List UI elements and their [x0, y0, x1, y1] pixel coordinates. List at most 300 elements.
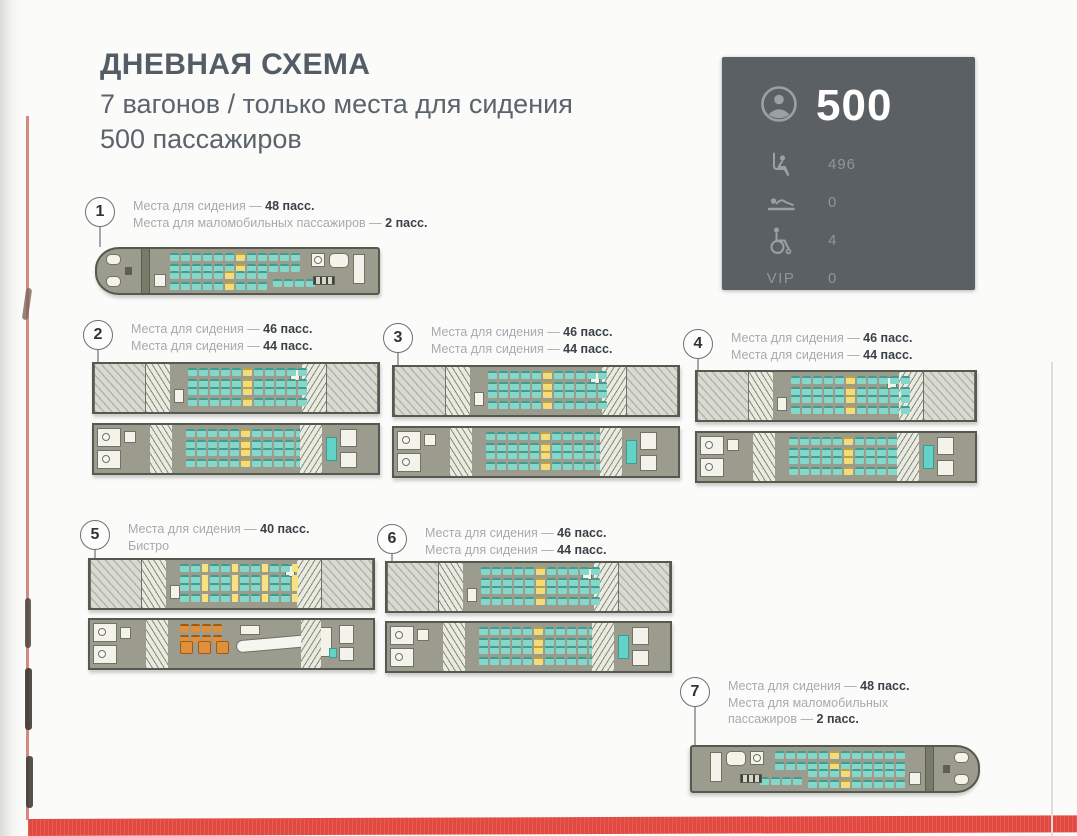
seat — [191, 583, 200, 591]
seat — [554, 382, 563, 390]
seat — [197, 459, 206, 467]
capacity-line-label: Места для сидения — — [431, 325, 564, 339]
car-floorplan-upper — [695, 370, 977, 422]
seat — [879, 387, 888, 395]
wagon-number-badge — [80, 520, 110, 550]
seat — [210, 564, 219, 572]
car-floorplan-upper-tables — [88, 558, 375, 610]
wagon-number: 6 — [387, 530, 397, 547]
luggage-rack — [474, 392, 484, 406]
wagon-5-section — [80, 520, 390, 690]
seat — [868, 406, 877, 414]
title-block — [100, 48, 573, 157]
staircase — [300, 425, 322, 473]
seat — [230, 448, 239, 456]
seat-row — [808, 769, 905, 777]
leader-line — [391, 553, 393, 561]
seat — [219, 429, 228, 437]
seat — [510, 371, 519, 379]
bar-shelf — [240, 625, 260, 635]
seat — [252, 429, 261, 437]
seat — [479, 638, 488, 646]
seat — [567, 657, 576, 665]
seat — [497, 443, 506, 451]
seat — [291, 264, 300, 272]
scan-paper-edge — [0, 0, 22, 836]
seat — [574, 462, 583, 470]
table-seat — [844, 467, 853, 475]
seat — [191, 594, 200, 602]
seat — [508, 432, 517, 440]
seat — [885, 780, 894, 788]
seat — [251, 594, 260, 602]
seat — [833, 437, 842, 445]
capacity-line-value: 44 пасс. — [263, 338, 313, 353]
car-end-section — [387, 563, 439, 611]
seat — [232, 368, 241, 376]
table-seat — [243, 398, 252, 406]
wheelchair-count-value: 4 — [828, 231, 838, 249]
seat — [197, 440, 206, 448]
seat — [598, 401, 607, 409]
seat — [530, 451, 539, 459]
table-seat — [844, 456, 853, 464]
vip-count-value: 0 — [828, 269, 838, 287]
table-seat — [541, 443, 550, 451]
seat-band — [481, 586, 600, 608]
wagon-2-section — [83, 320, 393, 490]
seat — [188, 379, 197, 387]
table-seat — [844, 437, 853, 445]
seat — [199, 368, 208, 376]
capacity-line-label: Места для сидения — — [431, 341, 564, 356]
toilet — [753, 754, 761, 762]
cabinet — [727, 439, 739, 451]
seat — [890, 395, 899, 403]
seat — [830, 769, 839, 777]
seat — [221, 583, 230, 591]
seat — [254, 398, 263, 406]
seat — [481, 586, 490, 594]
seat — [199, 387, 208, 395]
wagon-capacity-labels — [728, 678, 1028, 728]
seat — [298, 387, 307, 395]
seat — [523, 646, 532, 654]
seat-row — [486, 432, 605, 440]
seat — [247, 282, 256, 290]
seat — [525, 567, 534, 575]
seat — [896, 769, 905, 777]
seat-row — [188, 398, 307, 406]
seat — [888, 437, 897, 445]
seat-band — [170, 271, 267, 293]
wagon-number: 3 — [393, 329, 403, 346]
seat — [791, 376, 800, 384]
wheelchair-space — [618, 635, 629, 659]
seat — [263, 448, 272, 456]
seat — [771, 777, 780, 785]
capacity-line-label: Места для маломобильных — [728, 695, 889, 710]
compartment — [632, 650, 649, 666]
seat — [547, 567, 556, 575]
car-end-section — [697, 372, 749, 420]
seat — [789, 467, 798, 475]
seat — [547, 586, 556, 594]
seat — [252, 448, 261, 456]
seat — [499, 371, 508, 379]
leader-line — [397, 352, 399, 365]
seat — [888, 456, 897, 464]
seat — [591, 597, 600, 605]
compartment — [632, 627, 649, 645]
seat — [532, 390, 541, 398]
seat — [188, 398, 197, 406]
seat — [270, 564, 279, 572]
seat — [214, 282, 223, 290]
seat — [298, 398, 307, 406]
capacity-line-value: 46 пасс. — [263, 322, 313, 336]
bistro-seat — [191, 624, 200, 632]
cabinet — [154, 274, 166, 287]
seat — [822, 467, 831, 475]
seat — [874, 780, 883, 788]
cabinet — [424, 434, 436, 446]
seat — [591, 586, 600, 594]
seat — [576, 382, 585, 390]
page-title: ДНЕВНАЯ СХЕМА — [100, 48, 371, 81]
seat — [822, 437, 831, 445]
table-seat — [846, 395, 855, 403]
seat — [563, 462, 572, 470]
table-seat — [243, 368, 252, 376]
seat — [514, 567, 523, 575]
seat — [210, 379, 219, 387]
seat — [877, 448, 886, 456]
seat — [170, 253, 179, 261]
seat — [813, 376, 822, 384]
capacity-line — [425, 542, 725, 559]
wagon-6-section — [377, 524, 687, 694]
seat — [240, 575, 249, 583]
table-seat — [846, 406, 855, 414]
seat — [563, 451, 572, 459]
bistro-table — [180, 641, 193, 654]
seat-row — [760, 777, 802, 785]
seat — [890, 376, 899, 384]
table-marker — [292, 583, 298, 591]
wagon-number-badge — [83, 320, 113, 350]
seat — [501, 646, 510, 654]
seat — [236, 282, 245, 290]
car-floorplan-head-left — [95, 247, 380, 295]
staircase — [150, 425, 172, 473]
seat — [519, 443, 528, 451]
seat — [490, 638, 499, 646]
table-seat — [534, 657, 543, 665]
seat — [508, 443, 517, 451]
seat — [775, 762, 784, 770]
seat — [565, 390, 574, 398]
seat-row — [188, 379, 307, 387]
seat — [258, 282, 267, 290]
table-marker — [262, 583, 268, 591]
seated-count-value: 496 — [828, 155, 857, 173]
seat-row — [791, 387, 910, 395]
table-marker — [202, 575, 208, 583]
seat — [833, 448, 842, 456]
seat — [221, 575, 230, 583]
seat — [514, 597, 523, 605]
seat — [789, 448, 798, 456]
wagon-capacity-labels — [731, 330, 1031, 363]
table-marker — [262, 564, 268, 572]
seat — [797, 762, 806, 770]
seat — [265, 368, 274, 376]
bistro-table — [198, 641, 211, 654]
seat — [192, 253, 201, 261]
seat — [519, 451, 528, 459]
table-seat — [241, 429, 250, 437]
toilet — [98, 650, 106, 658]
seat — [813, 395, 822, 403]
seat — [203, 271, 212, 279]
seat — [510, 382, 519, 390]
seat-row — [808, 780, 905, 788]
seat — [565, 401, 574, 409]
seat — [499, 382, 508, 390]
seat — [547, 597, 556, 605]
seat — [578, 657, 587, 665]
seat — [281, 594, 290, 602]
seat — [210, 575, 219, 583]
seat — [580, 597, 589, 605]
seat — [274, 448, 283, 456]
seat — [284, 279, 293, 287]
seat-band — [188, 387, 307, 409]
seat — [281, 583, 290, 591]
seat — [287, 379, 296, 387]
seat — [819, 751, 828, 759]
seat-row — [186, 440, 305, 448]
seat-row — [180, 594, 298, 602]
toilet — [705, 441, 713, 449]
seat-row — [486, 462, 605, 470]
seat — [857, 395, 866, 403]
seat — [276, 368, 285, 376]
seat — [197, 429, 206, 437]
seat-row — [486, 443, 605, 451]
seat — [901, 406, 910, 414]
table-marker — [262, 594, 268, 602]
table-seat — [543, 382, 552, 390]
seat-row — [479, 638, 598, 646]
capacity-line-label: Места для сидения — — [731, 347, 864, 362]
luggage-rack — [777, 397, 787, 411]
toilet — [402, 458, 410, 466]
compartment — [937, 460, 954, 476]
seat — [585, 432, 594, 440]
seat — [857, 376, 866, 384]
seat — [492, 578, 501, 586]
seat-row — [170, 253, 300, 261]
binding-mark — [22, 288, 32, 321]
car-floorplan-lower — [695, 431, 977, 483]
seat — [800, 456, 809, 464]
cab-seat — [106, 254, 121, 265]
seat — [786, 751, 795, 759]
seat — [221, 398, 230, 406]
seat — [525, 578, 534, 586]
wagon-floorplans — [392, 365, 680, 478]
seat — [587, 390, 596, 398]
seat — [512, 627, 521, 635]
bistro-seat — [180, 624, 189, 632]
seat-row — [273, 279, 315, 287]
seat — [481, 578, 490, 586]
capacity-line-label: Места для сидения — — [425, 526, 558, 540]
seat — [775, 751, 784, 759]
seat — [598, 390, 607, 398]
lying-passenger-icon — [764, 192, 798, 213]
seat — [563, 443, 572, 451]
seat — [254, 379, 263, 387]
seat — [574, 432, 583, 440]
seat — [888, 448, 897, 456]
seat — [879, 376, 888, 384]
seat — [901, 387, 910, 395]
seat — [556, 627, 565, 635]
wagon-floorplans — [695, 370, 977, 483]
seat — [203, 282, 212, 290]
seat — [219, 440, 228, 448]
wheelchair-space — [326, 437, 337, 461]
seat — [585, 451, 594, 459]
seat — [802, 376, 811, 384]
seat — [192, 282, 201, 290]
seat — [558, 578, 567, 586]
seat — [591, 567, 600, 575]
seat — [835, 395, 844, 403]
capacity-line-value: 48 пасс. — [860, 679, 910, 693]
car-floorplan-lower — [92, 423, 380, 475]
total-passengers-row — [722, 57, 975, 131]
seat — [569, 578, 578, 586]
seat — [855, 467, 864, 475]
seat-band — [180, 583, 298, 605]
seat-band — [186, 448, 305, 470]
page-subtitle-line2: 500 пассажиров — [100, 124, 302, 154]
seat-row — [789, 437, 908, 445]
seat — [547, 578, 556, 586]
seat — [890, 387, 899, 395]
seat-row — [180, 575, 298, 583]
seat — [545, 657, 554, 665]
seat — [276, 387, 285, 395]
seated-passenger-icon — [764, 151, 798, 178]
capacity-line-label: Бистро — [128, 538, 170, 553]
seat — [565, 382, 574, 390]
seat — [830, 780, 839, 788]
wagon-floorplans — [385, 561, 672, 673]
seat — [791, 387, 800, 395]
seat — [567, 646, 576, 654]
seat — [545, 638, 554, 646]
compartment — [340, 452, 357, 468]
seat — [221, 594, 230, 602]
seat — [576, 371, 585, 379]
table-seat — [536, 578, 545, 586]
capacity-line-value: 44 пасс. — [557, 542, 607, 557]
capacity-panel — [722, 57, 975, 290]
seat — [510, 390, 519, 398]
wagon-1-section — [85, 197, 428, 307]
table-seat — [225, 282, 234, 290]
seat — [263, 429, 272, 437]
seat-row — [791, 376, 910, 384]
seat — [552, 451, 561, 459]
table-seat — [536, 586, 545, 594]
cabinet — [417, 629, 429, 641]
seat — [240, 564, 249, 572]
seat — [181, 282, 190, 290]
bistro-seat — [213, 624, 222, 632]
capacity-line-label: Места для сидения — — [131, 322, 264, 336]
seat — [252, 459, 261, 467]
seat — [236, 271, 245, 279]
seat — [855, 456, 864, 464]
seat — [265, 398, 274, 406]
seat-row — [170, 271, 267, 279]
seat — [598, 382, 607, 390]
table-seat — [830, 751, 839, 759]
wagon-floorplans — [95, 247, 380, 295]
seat — [558, 567, 567, 575]
seat — [186, 459, 195, 467]
car-floorplan-lower — [385, 621, 672, 673]
seat — [521, 382, 530, 390]
seat — [530, 432, 539, 440]
seat — [285, 448, 294, 456]
seat — [554, 401, 563, 409]
toilet — [102, 455, 110, 463]
car-floorplan-lower — [392, 426, 680, 478]
seat — [270, 594, 279, 602]
seat-row — [170, 282, 267, 290]
capacity-line-label: Места для маломобильных пассажиров — — [133, 215, 386, 230]
seat — [558, 586, 567, 594]
capacity-line-label: Места для сидения — — [131, 338, 264, 353]
wagon-number-badge — [85, 197, 115, 227]
seat — [797, 751, 806, 759]
seat — [230, 459, 239, 467]
seat — [868, 387, 877, 395]
seat — [800, 448, 809, 456]
seat — [274, 459, 283, 467]
car-end-section — [394, 367, 446, 415]
table-seat — [846, 376, 855, 384]
compartment — [640, 432, 657, 450]
seat-band — [488, 390, 607, 412]
wagon-number: 5 — [90, 526, 100, 543]
seat — [503, 567, 512, 575]
seat — [808, 751, 817, 759]
seat — [210, 594, 219, 602]
table-seat — [543, 390, 552, 398]
seat-row — [481, 567, 600, 575]
seat-row — [180, 564, 298, 572]
seat — [532, 382, 541, 390]
seat — [221, 379, 230, 387]
